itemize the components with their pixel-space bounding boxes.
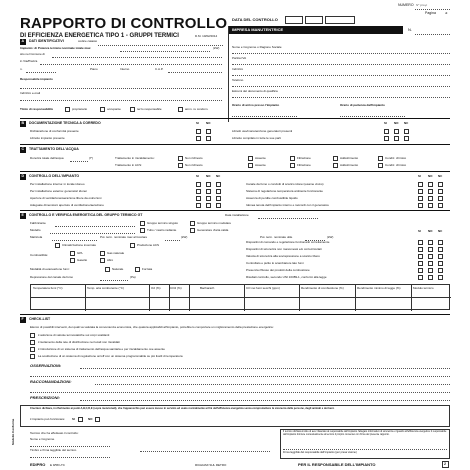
divider-a (20, 118, 450, 119)
tubo-radiante-checkbox[interactable] (140, 228, 145, 233)
consent-text: Il tecnico dichiara inoltre di aver rilasciato al responsabile dell'impianto l'allegato informativo di sicurezza e riguardo all'efficienza energetica: il responsabile dell'impianto fornisce contestualmente al tecnico il proprio consenso con firma del presente rapporto. (283, 430, 447, 436)
email-field[interactable] (20, 100, 222, 101)
doc-left-1-si[interactable] (196, 129, 201, 134)
dm-reference: D.M. 10/02/2014 (195, 34, 218, 38)
section-f-title: CHECK-LIST (29, 317, 51, 321)
naturale-label: Naturale (112, 267, 124, 271)
ctrl-right-1-no[interactable] (428, 182, 433, 187)
combustibile-label: Combustibile: (30, 253, 49, 257)
date-box-3[interactable] (325, 16, 355, 24)
generatore-aria-label: Generatore d'aria calda (197, 228, 229, 232)
depressione-unit: (Pa) (130, 275, 136, 279)
responsabile-label: Responsabile impianto (20, 77, 53, 81)
verify-1-no[interactable] (428, 240, 433, 245)
ctrl-left-1-nc[interactable] (216, 182, 221, 187)
doc-right-2-no[interactable] (394, 136, 399, 141)
impresa-telefono-label: Telefono (232, 78, 244, 82)
ctrl-left-3-nc[interactable] (216, 196, 221, 201)
acs-opt-5[interactable] (378, 163, 383, 168)
pot-focolare-unit: (kW) (181, 235, 188, 239)
verify-4-si[interactable] (418, 261, 423, 266)
ctrl-left-1-no[interactable] (206, 182, 211, 187)
verify-3-nc[interactable] (438, 254, 443, 259)
responsabile-firma-label: Firma leggibile del responsabile dell'impianto (per presa visione) (283, 451, 357, 454)
fuel-gas-checkbox[interactable] (100, 251, 105, 256)
date-box-2[interactable] (305, 16, 323, 24)
fabbricante-field[interactable] (55, 226, 135, 227)
catasto-field[interactable] (98, 45, 223, 46)
checklist-item-1-checkbox[interactable] (30, 333, 35, 338)
section-b-si-right: SI (384, 121, 387, 125)
ctrl-left-3-si[interactable] (196, 196, 201, 201)
risc-opt-5-label: Condiz. chimico (385, 156, 407, 160)
fuel-gasolio-checkbox[interactable] (70, 258, 75, 263)
impresa-qualifica-label: Estremi del documento di qualifica (232, 89, 278, 93)
gruppo-modulare-checkbox[interactable] (190, 221, 195, 226)
fabbricante-label: Fabbricante (30, 221, 46, 225)
ctrl-right-2-si[interactable] (418, 189, 423, 194)
checklist-item-3: L'introduzione di un sistema di trattamento dell'acqua sanitaria e per riscaldamento ove assente (38, 347, 165, 351)
climatizzazione-label: Climatizzazione invernale (62, 243, 97, 247)
verify-3-si[interactable] (418, 254, 423, 259)
impresa-indirizzo-field[interactable] (232, 75, 450, 76)
produzione-acs-label: Produzione ACS (137, 243, 160, 247)
section-b-nc-right: NC (404, 121, 409, 125)
doc-right-1-si[interactable] (384, 129, 389, 134)
climatizzazione-checkbox[interactable] (55, 243, 60, 248)
verify-5-si[interactable] (418, 268, 423, 273)
acs-opt-1-label: Non richiesto (185, 163, 203, 167)
section-b-no-left: NO (206, 121, 211, 125)
risc-opt-4[interactable] (333, 156, 338, 161)
acs-opt-2-label: Assente (255, 163, 266, 167)
acs-opt-3-label: Filtrazione (297, 163, 311, 167)
ctrl-right-2: Sistema di regolazione temperatura ambiente funzionante (246, 189, 323, 193)
verify-4: Controllato e pulito lo scambiatore lato fumi (246, 261, 304, 265)
doc-left-2: Libretto impianto presente (30, 136, 65, 140)
verify-5-nc[interactable] (438, 268, 443, 273)
verify-6-si[interactable] (418, 275, 423, 280)
trattamento-risc-label: Trattamento in riscaldamento: (115, 156, 155, 160)
gruppo-modulare-label: Gruppo termico modulare (197, 221, 232, 225)
table-row-divider (31, 297, 451, 298)
impresa-n-field[interactable] (415, 34, 450, 35)
risc-opt-3[interactable] (290, 156, 295, 161)
indirizzo-label: in Via/Piazza (20, 59, 38, 63)
verify-1: Dispositivi di comando e regolazione funzionanti correttamente (246, 240, 330, 244)
acs-opt-5-label: Condiz. chimico (385, 163, 407, 167)
fuel-gpl-label: GPL (77, 251, 84, 255)
risc-opt-1[interactable] (178, 156, 183, 161)
depressione-label: Depressione del canale da fumo (30, 275, 74, 279)
pot-focolare-label: Pot. term. nominale max al focolare (100, 235, 148, 239)
table-header-8: Rendimento minimo di legge (%) (357, 286, 401, 290)
section-b-title: DOCUMENTAZIONE TECNICA A CORREDO (29, 121, 101, 125)
signature-line-center[interactable] (140, 451, 270, 452)
section-d-no-left: NO (206, 174, 211, 178)
tecnico-nome-label: Nome e Cognome (30, 437, 55, 441)
role-checkbox-3[interactable] (130, 107, 135, 112)
role-label-4: amm. re condom. (185, 107, 209, 111)
matricola-label: Matricola (30, 235, 43, 239)
impresa-piva-label: Partita IVA (232, 56, 247, 60)
tecnico-nome-field[interactable] (30, 446, 110, 447)
section-e-title: CONTROLLO E VERIFICA ENERGETICA DEL GRUPPO TERMICO GT (29, 213, 143, 217)
impresa-n-label: N. (408, 27, 412, 32)
numero-label: NUMERO (398, 3, 414, 7)
osservazioni-field[interactable] (80, 368, 450, 369)
matricola-field[interactable] (52, 240, 97, 241)
orario-partenza-label: Orario di partenza dall'impianto (340, 103, 385, 107)
section-d-si-right: SI (418, 174, 421, 178)
numero-field[interactable] (415, 9, 450, 10)
prescrizioni-field[interactable] (80, 400, 450, 401)
checklist-item-1: L'adozione di valvole termostatiche sui corpi scaldanti (38, 333, 110, 337)
doc-right-1-nc[interactable] (404, 129, 409, 134)
acs-opt-1[interactable] (178, 163, 183, 168)
acs-opt-4[interactable] (333, 163, 338, 168)
titolo-label: Titolo di responsabilità (20, 107, 53, 111)
divider-d (20, 210, 450, 211)
pagina-label: Pagina (425, 11, 436, 15)
section-d-si-left: SI (196, 174, 199, 178)
piano-label: Piano (90, 67, 98, 71)
table-col-divider (189, 285, 190, 311)
pot-focolare-field[interactable] (165, 240, 180, 241)
doc-right-2-si[interactable] (384, 136, 389, 141)
divider-b (20, 144, 450, 145)
impresa-piva-field[interactable] (232, 64, 450, 65)
durezza-label: Durezza totale dell'acqua (30, 156, 64, 160)
ctrl-right-1-si[interactable] (418, 182, 423, 187)
verify-5-no[interactable] (428, 268, 433, 273)
ctrl-right-2-no[interactable] (428, 189, 433, 194)
table-col-divider (355, 285, 356, 311)
verify-4-nc[interactable] (438, 261, 443, 266)
section-b-si-left: SI (196, 121, 199, 125)
role-label-3: terzo responsabile (137, 107, 162, 111)
header-divider (228, 26, 229, 122)
checklist-item-2-checkbox[interactable] (30, 340, 35, 345)
civico-field[interactable] (26, 72, 56, 73)
ctrl-right-4-si[interactable] (418, 203, 423, 208)
ctrl-left-4-si[interactable] (196, 203, 201, 208)
comune-field[interactable] (52, 57, 222, 58)
responsabile-firma-field[interactable] (283, 449, 447, 450)
via-field[interactable] (40, 64, 222, 65)
verify-2-no[interactable] (428, 247, 433, 252)
section-a-title: DATI IDENTIFICATIVI (29, 39, 64, 43)
acs-opt-3[interactable] (290, 163, 295, 168)
ctrl-right-2-nc[interactable] (438, 189, 443, 194)
gruppo-singolo-checkbox[interactable] (140, 221, 145, 226)
modello-field[interactable] (50, 233, 135, 234)
interno-label: Interno (120, 67, 130, 71)
ctrl-left-4: Adeguate dimensioni aperture di ventilazione/aerazione (30, 203, 104, 207)
risc-opt-4-label: Addolcimento (340, 156, 359, 160)
table-header-2: Temp. aria comburente (°C) (87, 286, 124, 290)
fuel-gasolio-label: Gasolio (77, 258, 88, 262)
table-header-1: Temperatura fumi (°C) (33, 286, 63, 290)
cap-label: C.A.P. (155, 67, 164, 71)
role-label-1: proprietario (72, 107, 88, 111)
section-d-nc-left: NC (216, 174, 221, 178)
civico-label: n. (20, 67, 23, 71)
pot-utile-unit: (kW) (327, 235, 334, 239)
section-e-si: SI (418, 229, 421, 233)
verify-5: Presenza riflusso dei prodotti della combustione (246, 268, 310, 272)
ctrl-right-3: Assenza di perdite combustibile liquido (246, 196, 298, 200)
osservazioni-field-2[interactable] (30, 376, 450, 377)
ctrl-left-2-nc[interactable] (216, 189, 221, 194)
pot-utile-label: Pot. term. nominale utile (260, 235, 293, 239)
potenza-field[interactable] (120, 51, 210, 52)
impianto-funzionare-label: L'impianto può funzionare: (30, 417, 66, 421)
fuel-gpl-checkbox[interactable] (70, 251, 75, 256)
funzionare-si-checkbox[interactable] (78, 417, 83, 422)
ctrl-right-3-si[interactable] (418, 196, 423, 201)
funzionare-si-label: SI (72, 417, 75, 421)
doc-right-1: Libretti uso/manutenzione generatori presenti (232, 129, 293, 133)
risc-opt-1-label: Non richiesto (185, 156, 203, 160)
verify-2-si[interactable] (418, 247, 423, 252)
table-header-4: CO2 (%) (170, 286, 182, 290)
table-col-divider (149, 285, 150, 311)
role-checkbox-1[interactable] (65, 107, 70, 112)
forzata-checkbox[interactable] (135, 267, 140, 272)
table-header-7: Rendimento di combustione (%) (301, 286, 344, 290)
raccomandazioni-field-2[interactable] (30, 392, 450, 393)
ctrl-right-4-nc[interactable] (438, 203, 443, 208)
fuel-altro-label: Altro (107, 258, 114, 262)
data-installazione-field[interactable] (258, 218, 318, 219)
risc-opt-5[interactable] (378, 156, 383, 161)
tecnico-firma-field[interactable] (30, 457, 110, 458)
orario-partenza-field[interactable] (340, 116, 405, 117)
date-box-1[interactable] (285, 16, 303, 24)
form-code: E 9/58 LTC (50, 463, 65, 467)
numero-value: N° pro-p (416, 3, 428, 7)
impresa-qualifica-field[interactable] (232, 97, 450, 98)
depressione-field[interactable] (100, 280, 128, 281)
data-installazione-label: Data installazione (225, 213, 249, 217)
raccomandazioni-field[interactable] (95, 384, 450, 385)
verify-4-no[interactable] (428, 261, 433, 266)
impresa-name-label: Nome e Cognome o Ragione Sociale (232, 45, 282, 49)
raccomandazioni-label: RACCOMANDAZIONI: (30, 379, 72, 384)
verify-1-si[interactable] (418, 240, 423, 245)
forzata-label: Forzata (142, 267, 153, 271)
table-header-5: Bacharach (200, 286, 215, 290)
fuel-gas-label: Gas naturale (107, 251, 125, 255)
risc-opt-3-label: Filtrazione (297, 156, 311, 160)
ctrl-right-4: Idonea tenuta dell'impianto interno e raccordi con il generatore (246, 203, 329, 207)
tecnico-label: Tecnico che ha effettuato il controllo: (30, 431, 79, 435)
impresa-header-label: IMPRESA MANUTENTRICE (232, 27, 284, 32)
ctrl-right-1: Canale da fumo o condotti di scarico idonei (esame visivo) (246, 182, 324, 186)
catasto-label: codice catasto (78, 39, 98, 43)
generatore-aria-checkbox[interactable] (190, 228, 195, 233)
ctrl-right-4-no[interactable] (428, 203, 433, 208)
ctrl-left-1-si[interactable] (196, 182, 201, 187)
divider-e (20, 314, 450, 315)
tecnico-firma-label: Timbro e firma leggibile del tecnico (30, 448, 77, 452)
fuel-altro-checkbox[interactable] (100, 258, 105, 263)
brand-logo: EDIPRO (30, 462, 46, 467)
divider-c (20, 171, 450, 172)
cap-field[interactable] (168, 72, 222, 73)
impianto-di-label: Impianto: di Potenza termica nominale totale max (20, 46, 91, 50)
ctrl-right-3-no[interactable] (428, 196, 433, 201)
table-col-divider (411, 285, 412, 311)
verify-3-no[interactable] (428, 254, 433, 259)
impresa-telefono-field[interactable] (232, 86, 450, 87)
ctrl-left-1: Per installazione interna: in locale idoneo (30, 182, 85, 186)
ctrl-left-2: Per installazione esterna: generatori idonei (30, 189, 87, 193)
doc-left-1-no[interactable] (206, 129, 211, 134)
ctrl-left-3-no[interactable] (206, 196, 211, 201)
doc-right-2: Libretto compilato in tutte le sue parti (232, 136, 282, 140)
produzione-acs-checkbox[interactable] (130, 243, 135, 248)
section-e-nc: NC (438, 229, 443, 233)
modello-label: Modello (30, 228, 41, 232)
report-title: RAPPORTO DI CONTROLLO (20, 15, 228, 32)
ctrl-left-4-no[interactable] (206, 203, 211, 208)
modello-conforme-label: Modello Conforme (11, 418, 15, 445)
acs-opt-4-label: Addolcimento (340, 163, 359, 167)
funzionare-no-checkbox[interactable] (95, 417, 100, 422)
section-f-letter-text: F (21, 317, 24, 321)
email-label: Indirizzo e-mail (20, 91, 41, 95)
verify-6-no[interactable] (428, 275, 433, 280)
verify-1-nc[interactable] (438, 240, 443, 245)
section-b-no-right: NO (394, 121, 399, 125)
verify-2-nc[interactable] (438, 247, 443, 252)
table-header-3: O2 (%) (151, 286, 161, 290)
checklist-item-4: La sostituzione di un sistema di regolazione on/off con un sistema programmabile su più livelli di temperatura (38, 354, 183, 358)
section-a-letter-text: A (21, 39, 25, 43)
checklist-item-4-checkbox[interactable] (30, 354, 35, 359)
section-d-title: CONTROLLO DELL'IMPIANTO (29, 174, 80, 178)
section-e-no: NO (428, 229, 433, 233)
ctrl-right-3-nc[interactable] (438, 196, 443, 201)
checklist-item-3-checkbox[interactable] (30, 347, 35, 352)
osservazioni-label: OSSERVAZIONI: (30, 363, 62, 368)
table-header-9: Modulo termico (413, 286, 434, 290)
ctrl-left-2-si[interactable] (196, 189, 201, 194)
table-col-divider (299, 285, 300, 311)
tubo-radiante-label: Tubo / nastro radiante (147, 228, 177, 232)
durezza-unit: (f°) (89, 156, 94, 160)
section-d-no-right: NO (428, 174, 433, 178)
role-label-2: occupante (107, 107, 121, 111)
durezza-field[interactable] (70, 161, 88, 162)
doc-left-1: Dichiarazione di conformità presente (30, 129, 79, 133)
risc-opt-2[interactable] (248, 156, 253, 161)
verify-2: Dispositivi di sicurezza non manomessi e/o cortocircuitati (246, 247, 322, 251)
section-d-nc-right: NC (438, 174, 443, 178)
risc-opt-2-label: Assente (255, 156, 266, 160)
table-col-divider (85, 285, 86, 311)
section-c-title: TRATTAMENTO DELL'ACQUA (29, 147, 79, 151)
doc-right-2-nc[interactable] (404, 136, 409, 141)
potenza-unit: (kW) (213, 46, 220, 50)
doc-left-2-si[interactable] (196, 136, 201, 141)
gruppo-singolo-label: Gruppo termico singolo (147, 221, 179, 225)
retro-note: RICHIAMI SUL RETRO (195, 463, 227, 467)
report-subtitle: DI EFFICIENZA ENERGETICA TIPO 1 - GRUPPI TERMICI (20, 33, 179, 39)
impresa-name-field[interactable] (232, 53, 450, 54)
checklist-intro: Elenco di possibili interventi, dei quali va valutata la convenienza economica, che qualora applicabili all'impianto, potrebbero comportare un miglioramento della prestazione energetica: (30, 325, 274, 329)
section-b-letter-text: B (21, 121, 25, 125)
role-checkbox-4[interactable] (178, 107, 183, 112)
prescrizioni-label: PRESCRIZIONI: (30, 395, 60, 400)
verify-3: Valvola di sicurezza alla sovrapressione a scarico libero (246, 254, 320, 258)
verify-6-nc[interactable] (438, 275, 443, 280)
copy-number: 2 (444, 462, 446, 466)
copy-recipient: PER IL RESPONSABILE DELL'IMPIANTO (298, 462, 376, 467)
doc-right-1-no[interactable] (394, 129, 399, 134)
ctrl-left-4-nc[interactable] (216, 203, 221, 208)
section-d-letter-text: D (21, 174, 25, 178)
orario-arrivo-label: Orario di arrivo presso l'impianto (232, 103, 280, 107)
data-controllo-label: DATA DEL CONTROLLO (232, 17, 278, 22)
trattamento-acs-label: Trattamento in ACS: (115, 163, 142, 167)
impresa-indirizzo-label: Indirizzo (232, 67, 244, 71)
section-e-letter-text: E (21, 213, 24, 217)
responsabile-field[interactable] (20, 88, 222, 89)
table-col-divider (244, 285, 245, 311)
checklist-item-2: L'isolamento della rete di distribuzione nei locali non riscaldati (38, 340, 120, 344)
doc-left-2-no[interactable] (206, 136, 211, 141)
verify-6: Risultati controllo, secondo UNI 10389-1, conformi alla legge (246, 275, 327, 279)
naturale-checkbox[interactable] (105, 267, 110, 272)
role-checkbox-2[interactable] (100, 107, 105, 112)
acs-opt-2[interactable] (248, 163, 253, 168)
funzionare-no-label: NO (88, 417, 93, 421)
ctrl-right-1-nc[interactable] (438, 182, 443, 187)
table-header-6: CO nei fumi secchi (ppm) (246, 286, 280, 290)
ctrl-left-3: Aperture di ventilazione/aerazione libere da ostruzioni (30, 196, 102, 200)
comune-label: sito nel Comune di (20, 52, 45, 56)
ctrl-left-2-no[interactable] (206, 189, 211, 194)
pagina-of: di (445, 11, 448, 15)
section-c-letter-text: C (21, 147, 25, 151)
evacuazione-label: Modalità di evacuazione fumi: (30, 267, 70, 271)
orario-arrivo-field[interactable] (232, 116, 297, 117)
declaration-text: Il tecnico dichiara, in riferimento ai punti A,B,C,D,E (sopra menzionati), che l'apparecchio può essere messo in servizio ed usato normalmente ai fini dell'efficienza energetica senza compromettere la sicurezza delle persone, degli animali e dei beni. (30, 407, 335, 410)
